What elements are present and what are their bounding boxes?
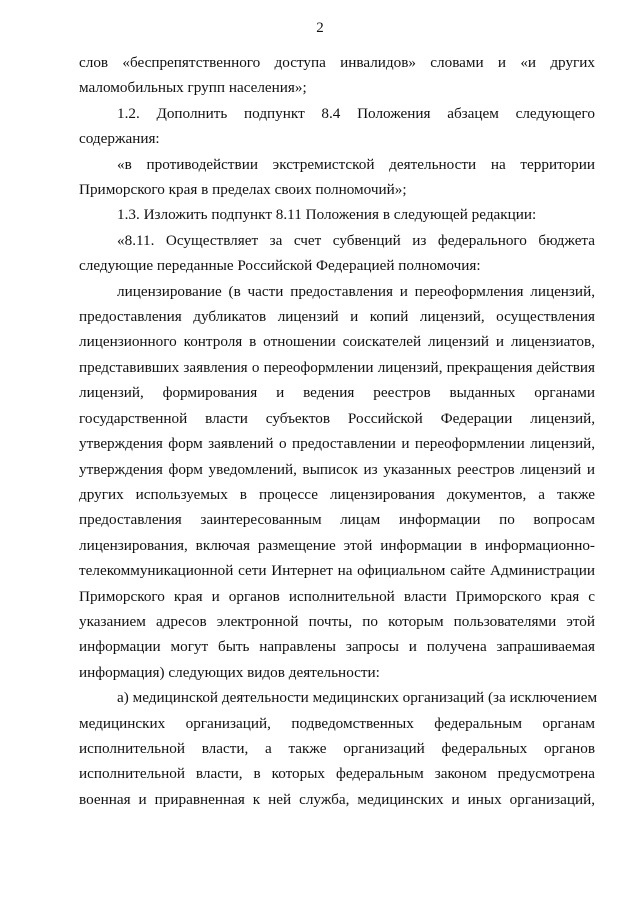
text-line: указанием адресов электронной почты, по которым пользователями этой xyxy=(79,612,595,630)
text-line: «в противодействии экстремистской деятельности на территории xyxy=(117,155,595,173)
text-line: лицензирования, включая размещение этой информации в информационно- xyxy=(79,536,595,554)
text-line: исполнительной власти, а также организаций федеральных органов xyxy=(79,739,595,757)
text-line: предоставления заинтересованным лицам информации по вопросам xyxy=(79,511,595,529)
text-line: государственной власти субъектов Российской Федерации лицензий, xyxy=(79,409,595,427)
text-line: информация) следующих видов деятельности: xyxy=(79,663,380,681)
text-line: медицинских организаций, подведомственных федеральным органам xyxy=(79,714,595,732)
text-line: представивших заявления о переоформлении лицензий, прекращения действия xyxy=(79,358,595,376)
text-line: а) медицинской деятельности медицинских организаций (за исключением xyxy=(117,689,598,707)
paragraph xyxy=(79,152,595,203)
text-line: утверждения форм заявлений о предоставлении и переоформлении лицензий, xyxy=(79,435,595,453)
paragraph xyxy=(79,202,595,227)
text-line: лицензионного контроля в отношении соискателей лицензий и лицензиатов, xyxy=(79,333,595,351)
text-line: «8.11. Осуществляет за счет субвенций из федерального бюджета xyxy=(117,231,595,249)
page-number: 2 xyxy=(316,20,324,36)
paragraph xyxy=(79,101,595,152)
text-line: Приморского края в пределах своих полномочий»; xyxy=(79,181,407,199)
text-line: лицензирование (в части предоставления и переоформления лицензий, xyxy=(117,282,595,300)
text-line: лицензий, формирования и ведения реестров выданных органами xyxy=(79,384,595,402)
paragraph xyxy=(79,50,595,101)
text-line: содержания: xyxy=(79,130,160,148)
text-line: других используемых в процессе лицензирования документов, а также xyxy=(79,485,595,503)
text-line: исполнительной власти, в которых федеральным законом предусмотрена xyxy=(79,765,595,783)
text-line: телекоммуникационной сети Интернет на официальном сайте Администрации xyxy=(79,562,595,580)
paragraph xyxy=(79,279,595,686)
paragraph xyxy=(79,685,598,812)
text-line: военная и приравненная к ней служба, медицинских и иных организаций, xyxy=(79,790,595,808)
text-line: маломобильных групп населения»; xyxy=(79,79,307,97)
text-line: утверждения форм уведомлений, выписок из указанных реестров лицензий и xyxy=(79,460,595,478)
text-line: информации могут быть направлены запросы и получена запрашиваемая xyxy=(79,638,595,656)
document-body xyxy=(79,50,598,812)
text-line: Приморского края и органов исполнительной власти Приморского края с xyxy=(79,587,595,605)
text-line: 1.3. Изложить подпункт 8.11 Положения в следующей редакции: xyxy=(117,206,537,224)
text-line: следующие переданные Российской Федерацией полномочия: xyxy=(79,257,481,275)
paragraph xyxy=(79,228,595,279)
text-line: 1.2. Дополнить подпункт 8.4 Положения абзацем следующего xyxy=(117,104,595,122)
text-line: предоставления дубликатов лицензий и копий лицензий, осуществления xyxy=(79,308,595,326)
text-line: слов «беспрепятственного доступа инвалидов» словами и «и других xyxy=(79,54,595,71)
